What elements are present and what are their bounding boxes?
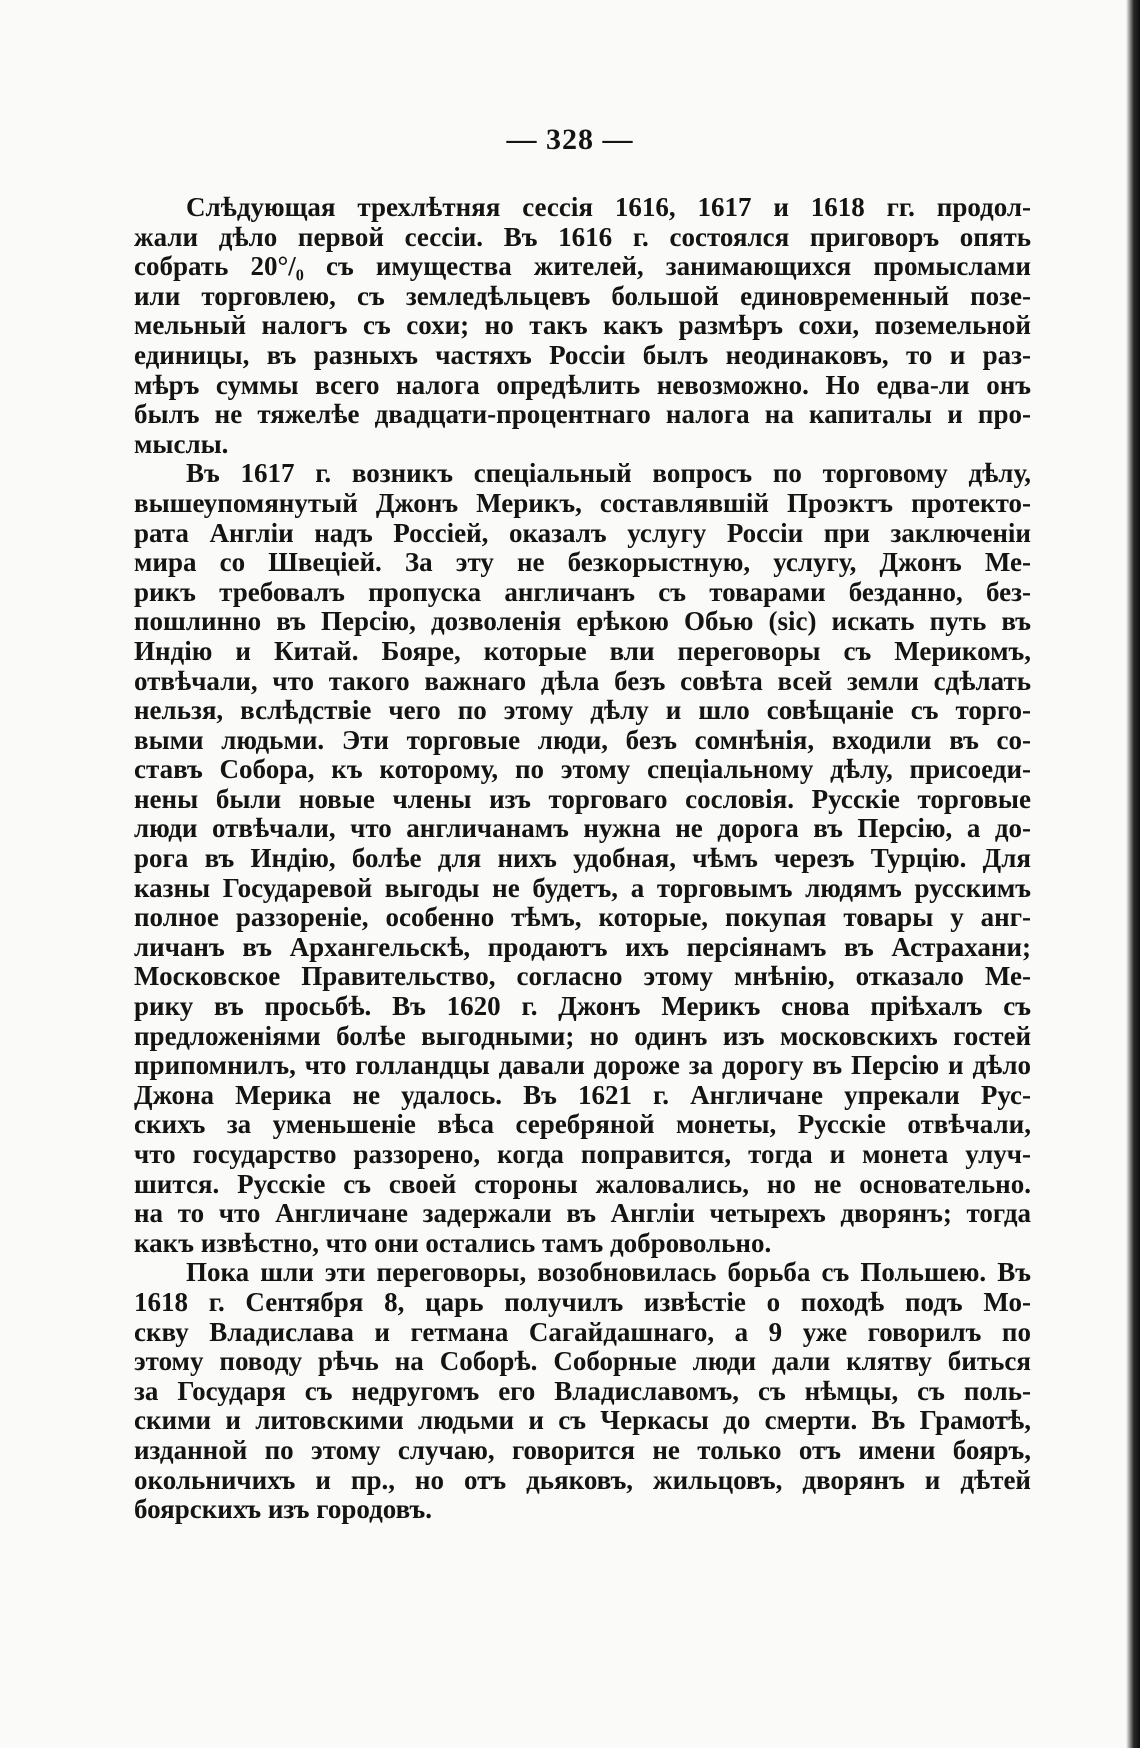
- text-line: единицы, въ разныхъ частяхъ Россіи былъ неодинаковъ, то и раз-: [134, 339, 1031, 370]
- text-line: скву Владислава и гетмана Сагайдашнаго, а 9 уже говорилъ по: [134, 1316, 1031, 1347]
- text-line: вышеупомянутый Джонъ Мерикъ, составлявшій Проэктъ протекто-: [134, 487, 1031, 518]
- text-line: шится. Русскіе съ своей стороны жаловались, но не основательно.: [134, 1168, 1031, 1199]
- text-line: Пока шли эти переговоры, возобновилась борьба съ Польшею. Въ: [186, 1257, 1031, 1288]
- paragraph-2: [134, 459, 1031, 1258]
- text-line: Слѣдующая трехлѣтняя сессія 1616, 1617 и 1618 гг. продол-: [186, 192, 1031, 222]
- text-line: на то что Англичане задержали въ Англіи четырехъ дворянъ; тогда: [134, 1198, 1031, 1229]
- text-line: рикъ требовалъ пропуска англичанъ съ товарами безданно, без-: [134, 576, 1031, 607]
- text-line: былъ не тяжелѣе двадцати-процентнаго налога на капиталы и про-: [134, 399, 1031, 430]
- paragraph-3: [134, 1258, 1031, 1524]
- text-line: припомнилъ, что голландцы давали дороже за дорогу въ Персію и дѣло: [134, 1050, 1031, 1081]
- text-line: этому поводу рѣчь на Соборѣ. Соборные люди дали клятву биться: [134, 1346, 1031, 1377]
- text-line: мыслы.: [134, 428, 229, 459]
- text-line: Индію и Китай. Бояре, которые вли переговоры съ Мерикомъ,: [134, 635, 1031, 666]
- text-line: какъ извѣстно, что они остались тамъ добровольно.: [134, 1227, 772, 1258]
- text-line: пошлинно въ Персію, дозволенія ерѣкою Обью (sic) искать путь въ: [134, 606, 1031, 637]
- text-line: рику въ просьбѣ. Въ 1620 г. Джонъ Мерикъ снова пріѣхалъ съ: [134, 991, 1031, 1022]
- text-line: изданной по этому случаю, говорится не только отъ имени бояръ,: [134, 1434, 1031, 1465]
- text-line: казны Государевой выгоды не будетъ, а торговымъ людямъ русскимъ: [134, 872, 1031, 903]
- text-line: скими и литовскими людьми и съ Черкасы до смерти. Въ Грамотѣ,: [134, 1405, 1031, 1436]
- text-line: нельзя, вслѣдствіе чего по этому дѣлу и шло совѣщаніе съ торго-: [134, 695, 1031, 726]
- text-line: мира со Швеціей. За эту не безкорыстную, услугу, Джонъ Ме-: [134, 547, 1031, 578]
- text-line: 1618 г. Сентября 8, царь получилъ извѣстіе о походѣ подъ Мо-: [134, 1286, 1031, 1317]
- text-line: ставъ Собора, къ которому, по этому спеціальному дѣлу, присоеди-: [134, 754, 1031, 785]
- page-number: — 328 —: [506, 123, 634, 156]
- text-line: боярскихъ изъ городовъ.: [134, 1494, 432, 1525]
- text-line: окольничихъ и пр., но отъ дьяковъ, жильцовъ, дворянъ и дѣтей: [134, 1464, 1031, 1495]
- text-line: рога въ Индію, болѣе для нихъ удобная, чѣмъ черезъ Турцію. Для: [134, 843, 1031, 874]
- body-text: [134, 193, 1031, 1525]
- text-line: собрать 20°/₀ съ имущества жителей, занимающихся промыслами: [134, 251, 1031, 282]
- text-line: за Государя съ недругомъ его Владиславомъ, съ нѣмцы, съ поль-: [134, 1375, 1031, 1406]
- text-line: мельный налогъ съ сохи; но такъ какъ размѣръ сохи, поземельной: [134, 310, 1031, 341]
- scan-binding-edge: [1126, 0, 1140, 1748]
- text-line: Московское Правительство, согласно этому мнѣнію, отказало Ме-: [134, 961, 1031, 992]
- text-line: предложеніями болѣе выгодными; но одинъ изъ московскихъ гостей: [134, 1020, 1031, 1051]
- text-line: люди отвѣчали, что англичанамъ нужна не дорога въ Персію, а до-: [134, 813, 1031, 844]
- text-line: Въ 1617 г. возникъ спеціальный вопросъ по торговому дѣлу,: [186, 458, 1031, 489]
- text-line: личанъ въ Архангельскѣ, продаютъ ихъ персіянамъ въ Астрахани;: [134, 931, 1031, 962]
- text-line: выми людьми. Эти торговые люди, безъ сомнѣнія, входили въ со-: [134, 724, 1031, 755]
- paragraph-1: [134, 193, 1031, 459]
- text-line: мѣръ суммы всего налога опредѣлить невозможно. Но едва-ли онъ: [134, 369, 1031, 400]
- text-line: нены были новые члены изъ торговаго сословія. Русскіе торговые: [134, 783, 1031, 814]
- text-line: скихъ за уменьшеніе вѣса серебряной монеты, Русскіе отвѣчали,: [134, 1109, 1031, 1140]
- text-line: Джона Мерика не удалось. Въ 1621 г. Англичане упрекали Рус-: [134, 1079, 1031, 1110]
- text-line: рата Англіи надъ Россіей, оказалъ услугу Россіи при заключеніи: [134, 517, 1031, 548]
- text-line: жали дѣло первой сессіи. Въ 1616 г. состоялся приговоръ опять: [134, 221, 1031, 252]
- text-line: что государство раззорено, когда поправится, тогда и монета улуч-: [134, 1139, 1031, 1169]
- text-line: или торговлею, съ земледѣльцевъ большой единовременный позе-: [134, 280, 1031, 311]
- text-line: полное раззореніе, особенно тѣмъ, которые, покупая товары у анг-: [134, 902, 1031, 933]
- text-line: отвѣчали, что такого важнаго дѣла безъ совѣта всей земли сдѣлать: [134, 665, 1031, 696]
